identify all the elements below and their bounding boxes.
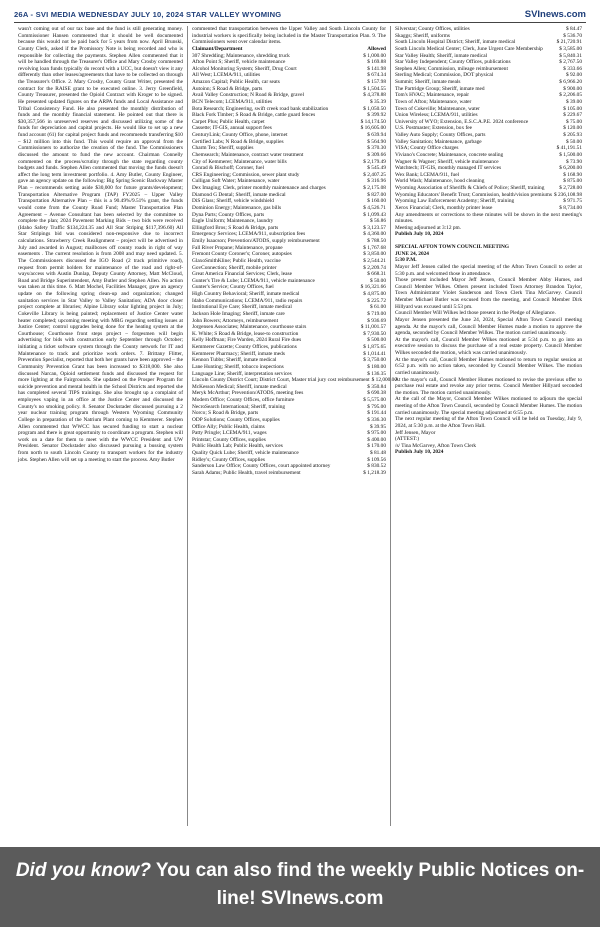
amount: $ 16,605.00 xyxy=(360,125,386,132)
amount: $ 795.00 xyxy=(367,403,386,410)
claimant: NecroSearch International; Sheriff, training xyxy=(191,403,286,410)
signature-line: /s/ Tina McGarvey, Afton Town Clerk xyxy=(394,442,477,449)
promo-line-2[interactable]: line! SVInews.com xyxy=(216,888,384,909)
amount: $ 827.00 xyxy=(367,191,386,198)
amount: $ 6,200.00 xyxy=(559,165,582,172)
claimant: Tom's HVAC; Maintenance, repair xyxy=(394,92,470,99)
claimant: Alcohol Monitoring System; Sheriff, Drug Court xyxy=(191,65,297,72)
amount: $ 564.90 xyxy=(367,138,386,145)
claim-row xyxy=(395,39,582,46)
claimant: Watchtech; IT-GIS, monthly managed IT services xyxy=(394,165,502,172)
amount: $ 3,850.00 xyxy=(363,251,386,258)
promo-line-1 xyxy=(0,859,600,883)
claimant: All West; LCEMA/911, utilities xyxy=(191,72,261,79)
amount: $ 39.95 xyxy=(369,423,386,430)
claimant: McKesson Medical; Sheriff, inmate medical xyxy=(191,383,287,390)
amount: $ 169.88 xyxy=(367,59,386,66)
minutes-paragraph: wasn't coming out of our tax base and the fund is still generating money. Commissioner Hansen commented that it should be well documented because this would not be paid back for 5 years from now. April Brunski, County Clerk, asked if the Promissory Note is being recorded and who is responsible for collecting the payments. Stephen Allen commented that it will be handled through the Treasurer's Office and Mary Crosby commented revolving loan funds typically do record with a UCC, but doesn't view it any differently than other leases/agreements that have to be collected on through the Treasurer's Office. 2. Mary Crosby, County Grant Writer, presented the contract for the RAISE grant to be executed online. 3. Jerry Greenfield, County Treasurer, presented the Opioid Contract with Kroger to be signed. He presented updated figures on the ARPA funds and Local Assistance and Tribal Consistency Fund. He also presented the monthly distribution of funds and the monthly financial statement. He pointed out that there is $30,357,566 in unreserved reserves and discussed utilizing some of the funds for depreciation and capital projects. He would like to set up a new fund account (61) for capital project funds and recommends transferring $10 – $12 million into this fund. This would require an approval from the Commissioners to authorize the creation of the fund. The Commissioners discussed the amount to fund the new account. Chairman Connelly commented on the process/scrutiny through the state regarding county budgets and funds. Stephen Allen commented that moving the funds doesn't affect the long term investment portfolio. 4. Amy Butler, County Engineer, gave an agency update on the following: Big Spring Scenic Backway Master Plan – recommends setting aside $30,000 for future grants/development; Transportation Alternative Program (TAP) FY2025 – Upper Valley Transportation Alternative Plan – this is a 90.49%/9.51% grant, the funds would come from the County Road Fund; Master Transportation Plan Agreement – Avenue Consultant has been selected by the committee to complete the plan; 2024 Pavement Marking Bids – two bids were received (Idaho Safety Traffic $134,224.35 and All Star Striping $117,396.60) All Star Stripings bid was considered non-responsive due to incorrect calculations. Strawberry Creek Realignment – project will be advertised in July and awarded in August; mailboxes off county roads in right of way easements . The current resolution is from 2008 and may need updated. 5. The Commissioners discussed the IGO Road (2 track primitive road), request from permit holders for maintenance of the road and right-of-ways/access with Austin Dunlap, Deputy County Attorney, Matt McCloud, Road and Bridge Superintendent, Amy Butler and Stephen Allen. No action was taken at this time. 6. Matt Mochel, Facilities Manager, gave an agency update on the following spring clean-up and organization; changed sanitation services in Star Valley to Valley Sanitation; ADA door closer project complete at libraries; Alpine Library solar lighting project in July; Cokeville Library is being painted; replacement of Justice Center water heater completed; upcoming meeting with MRG regarding settling issues at Justice Center; control upgrades being done for the heating system at the Courthouse; Courthouse front steps project – forgesmen will begin advertising for bids with construction early September through October; initiating a ticket software system through the County network for IT and Maintenance to track and prioritize work orders. 7. Brittany Flitter, Prevention Specialist, reported that both her grants have been approved – the Community Prevention Grant has been increased to $318,000. She also discussed Narcan, Opioid settlement funds and discussed the request for more lighting at the Fairgrounds. She updated on the Prosper Program for suicide prevention and mental health in the School Districts and reported she has completed several TIPS trainings. She also brought up a complaint of employees vaping in an office at the Justice Center and discussed the County's no smoking policy. 8. Senator Dockstader discussed pursuing a 2 year nuclear training program through Western Wyoming Community College in preparation of the Natrium Plant coming to Kemmerer. Stephen Allen commented that WWCC has secured funding to start a nuclear program and there is great opportunity to coordinate a program. Stephen will work on a date for them to meet with the WWCC President and UW President. Senator Dockstader also discussed pursuing a bussing system from north to south Lincoln County to transport workers for the industry jobs. Stephen Allen will set up a meeting to start the process. Amy Butler xyxy=(18,26,183,463)
claim-row xyxy=(192,59,386,66)
claimant: Meryk McArthur; Prevention/ATODS, meeting fees xyxy=(191,390,304,397)
claimant: Lincoln County District Court; District Court, Master trial jury cost reimbursement xyxy=(191,377,370,384)
amount: $ 12,000.00 xyxy=(371,377,398,384)
claimant: Printstar; County Offices, supplies xyxy=(191,436,266,443)
claim-row xyxy=(192,470,386,477)
amount: $ 39.00 xyxy=(565,98,582,105)
claimant: Ellingford Bros; S Road & Bridge, parts xyxy=(191,224,279,231)
claim-row xyxy=(192,66,386,73)
col2-intro: commented that transportation between the Upper Valley and South Lincoln County for industrial workers is specifically being included in the Master Transportation Plan. 9. The Commissioners went over calendar items. xyxy=(191,26,386,46)
amount: $ 205.93 xyxy=(563,132,582,138)
amount: $ 3,750.00 xyxy=(363,357,386,364)
amount: $ 936.69 xyxy=(367,317,386,324)
amount: $ 309.66 xyxy=(367,151,386,158)
claim-row xyxy=(395,125,582,132)
claimant: Emily Isaacson; Prevention/ATODS, supply reimbursement xyxy=(191,238,320,244)
claim-row xyxy=(192,318,386,325)
claim-row xyxy=(192,231,386,238)
amount: $ 157.98 xyxy=(367,79,386,85)
closing-paragraph: Meeting adjourned at 3:12 pm. xyxy=(394,224,462,231)
claim-row xyxy=(192,132,386,139)
special-meeting-paragraph: Those present included Mayor Jeff Jensen, Council Member Abby Humes, and Council Member Wilkes. Others present included Town Attorney Brandon Taylor, Town Administrator Violet Sanderson and Town Clerk Tina McGarvey. Council Member Michael Butler was excused from the meeting, and Council Member Dirk Hillyard was excused until 5:53 pm. xyxy=(394,277,582,310)
amount: $ 1,504.55 xyxy=(363,85,386,92)
amount: $ 4,360.00 xyxy=(363,231,386,238)
special-meeting-title: SPECIAL AFTON TOWN COUNCIL MEETING xyxy=(394,244,510,250)
amount: $ 136.35 xyxy=(367,370,386,377)
amount: $ 690.38 xyxy=(367,390,386,397)
claimant: South Lincoln Hospital District; Sheriff, inmate medical xyxy=(394,39,516,46)
claimant: Wyoming Association of Sheriffs & Chiefs of Police; Sheriff, training xyxy=(394,185,545,191)
claimant: Great America Financial Services; Clerk, lease xyxy=(191,271,292,278)
claim-row xyxy=(395,172,582,179)
amount: $ 21,720.91 xyxy=(556,39,582,46)
claims-header-name: Claimant/Department xyxy=(191,45,243,52)
claimant: Star Valley Health; Sheriff, inmate medical xyxy=(394,52,488,59)
claim-row xyxy=(192,258,386,265)
claimant: Dyna Parts; County Offices, parts xyxy=(191,211,265,218)
closing-paragraph: Any amendments or corrections to these minutes will be shown in the next meeting's minutes. xyxy=(394,211,582,225)
claimant: Jackson Hole Imaging; Sheriff, inmate care xyxy=(191,310,285,317)
claimant: Sanderson Law Office; County Offices, court appointed attorney xyxy=(191,463,331,470)
amount: $ 400.00 xyxy=(367,436,386,443)
claimant: Silverstar; County Offices, utilities xyxy=(394,26,470,32)
amount: $ 35.39 xyxy=(369,98,386,105)
claim-row xyxy=(192,99,386,106)
claim-row xyxy=(192,443,386,450)
publish-date-2: Publish July 10, 2024 xyxy=(394,449,444,456)
claim-row xyxy=(395,92,582,99)
claimant: Carpet Plus; Public Health, carpet xyxy=(191,118,265,125)
amount: $ 1,767.68 xyxy=(363,244,386,251)
claimant: Skaggs; Sheriff, uniforms xyxy=(394,32,450,39)
claim-row xyxy=(192,450,386,457)
amount: $ 81.48 xyxy=(369,450,386,456)
claim-row xyxy=(395,72,582,79)
amount: $ 8,734.00 xyxy=(559,204,582,211)
claim-row xyxy=(192,337,386,344)
claim-row xyxy=(192,86,386,93)
amount: $ 3,123.57 xyxy=(363,224,386,231)
amount: $ 14,174.50 xyxy=(360,118,386,125)
claimant: Stephen Allen; Commission, mileage reimbursement xyxy=(394,65,508,72)
claimant: Wyoming Educators' Benefit Trust; Commission, health/vision premiums xyxy=(394,191,552,198)
promo-banner xyxy=(0,847,600,927)
claimant: Xerox Financial; Clerk, monthly printer lease xyxy=(394,204,493,211)
claimant: Language Line; Sheriff, interpretation services xyxy=(191,370,292,377)
claim-row xyxy=(192,311,386,318)
claim-row xyxy=(192,238,386,245)
amount: $ 1,218.39 xyxy=(363,469,386,476)
claim-row xyxy=(192,397,386,404)
claimant: U.S. Postmaster; Extension, box fee xyxy=(394,125,473,132)
claimant: GovConnection; Sheriff, mobile printer xyxy=(191,264,277,271)
claimant: Norco; S Road & Bridge, parts xyxy=(191,410,259,417)
amount: $ 1,014.41 xyxy=(363,350,386,357)
columns xyxy=(14,26,586,826)
amount: $ 2,175.08 xyxy=(363,185,386,191)
special-meeting-paragraph: At the mayor's call, Council Member Humes motioned to revise the previous offer to purchase real estate and revoke any prior terms. Council Member Hillyard seconded the motion. The motion carried unanimously. xyxy=(394,376,582,396)
claim-row xyxy=(395,145,582,152)
amount: $ 5,840.31 xyxy=(559,52,582,59)
special-meeting-time: 5:30 P.M. xyxy=(394,257,417,264)
claimant: Sterling Medical; Commission, DOT physical xyxy=(394,72,494,79)
amount: $ 900.00 xyxy=(563,85,582,92)
claimant: Amazon Capital; Public Health, car seats xyxy=(191,79,280,85)
amount: $ 1,500.00 xyxy=(559,151,582,158)
claim-row xyxy=(192,371,386,378)
amount: $ 500.00 xyxy=(367,337,386,344)
amount: $ 545.49 xyxy=(367,165,386,172)
amount: $ 2,407.25 xyxy=(363,171,386,178)
claim-row xyxy=(192,251,386,258)
claimant: Conrad & Bischoff; Coroner, fuel xyxy=(191,165,264,172)
claimant: The Partridge Group; Sheriff, inmate med xyxy=(394,85,485,92)
amount: $ 3,585.00 xyxy=(559,45,582,52)
claimant: Office Ally; Public Health, claims xyxy=(191,423,265,430)
claim-row xyxy=(192,218,386,225)
signatures xyxy=(395,430,582,450)
amount: $ 2,206.05 xyxy=(559,92,582,99)
claimant: Summit; Sheriff, inmate meals xyxy=(394,79,461,85)
amount: $ 336.30 xyxy=(367,416,386,423)
publish-date-1: Publish July 10, 2024 xyxy=(394,231,444,238)
claimant: Charm Tex; Sheriff, supplies xyxy=(191,145,254,152)
claim-row xyxy=(395,86,582,93)
amount: $ 370.30 xyxy=(367,145,386,152)
claimant: City of Kemmerer; Maintenance, water bills xyxy=(191,158,287,165)
claim-row xyxy=(192,410,386,417)
claim-row xyxy=(192,245,386,252)
claim-row xyxy=(192,198,386,205)
claimant: Lane Hunting; Sheriff, tobacco inspections xyxy=(191,363,284,370)
special-meeting-paragraph: At the call of the Mayor, Council Member Wilkes motioned to adjourn the special meeting of the Afton Town Council, seconded by Council Member Humes. The motion carried unanimously. The special meeting adjourned at 6:55 p.m. xyxy=(394,396,582,416)
claimant: Institutional Eye Care; Sheriff, inmate medical xyxy=(191,304,292,311)
claimant: South Lincoln Medical Center; Clerk, June Urgent Care Membership xyxy=(394,45,543,52)
claimant: Idaho Communications; LCEMA/911, radio repairs xyxy=(191,297,303,304)
claim-row xyxy=(191,377,398,384)
claimant: CRS Engineering; Commission, sewer plant study xyxy=(191,171,300,178)
amount: $ 536.70 xyxy=(563,32,582,39)
claim-row xyxy=(192,291,386,298)
amount: $ 5,575.00 xyxy=(363,397,386,403)
claimant: Diamond G Dental; Sheriff, inmate medical xyxy=(191,191,286,198)
amount: $ 84.47 xyxy=(565,26,582,32)
amount: $ 316.96 xyxy=(367,178,386,185)
amount: $ 50.00 xyxy=(369,277,386,284)
special-meeting-paragraph: Council Member Will Wilkes led those present in the Pledge of Allegiance. xyxy=(394,310,556,317)
claim-row xyxy=(395,178,582,185)
amount: $ 674.34 xyxy=(367,72,386,79)
claimant: Black Fork Timber; S Road & Bridge, cattle guard fences xyxy=(191,112,316,119)
claim-row xyxy=(192,145,386,152)
claim-row xyxy=(192,92,386,99)
claimant: Culligan Soft Water; Maintenance, water xyxy=(191,178,280,185)
amount: $ 191.44 xyxy=(367,410,386,417)
claim-row xyxy=(192,178,386,185)
claim-row xyxy=(192,265,386,272)
claim-row xyxy=(395,59,582,66)
claimant: Cassette; IT-GIS, annual support fees xyxy=(191,125,272,132)
claimant: Kennon Tubbs; Sheriff, inmate medical xyxy=(191,357,277,364)
amount: $ 399.92 xyxy=(367,112,386,119)
claimant: John Bowers; Attorneys, reimbursement xyxy=(191,317,279,324)
claimant: Chemsearch; Maintenance, contract water treatment xyxy=(191,151,304,158)
amount: $ 92.00 xyxy=(565,72,582,79)
amount: $ 2,544.21 xyxy=(363,257,386,264)
claimant: Jorgensen Associates; Maintenance, courthouse stairs xyxy=(191,324,307,331)
claim-row xyxy=(395,79,582,86)
claim-row xyxy=(192,430,386,437)
claim-row xyxy=(192,271,386,278)
amount: $ 1,000.00 xyxy=(363,52,386,59)
special-meeting-paragraph: At the mayor's call, Council Member Wilkes motioned at 5:34 p.m. to go into an executive session to discuss the purchase of a real estate property. Council Member Wilkes seconded the motion, which was carried unanimously. xyxy=(394,336,582,356)
claimant: VISA; County Office charges xyxy=(394,145,459,152)
amount: $ 73.90 xyxy=(565,158,582,165)
amount: $ 56.86 xyxy=(369,218,386,225)
amount: $ 668.31 xyxy=(367,271,386,278)
special-meeting-paragraph: At the mayor's call, Council Member Humes motioned to return to regular session at 6:52 p.m. with no action taken, seconded by Council Member Wilkes. The motion carried unanimously. xyxy=(394,356,582,376)
claimant: CenturyLink; County Office, phone, internet xyxy=(191,132,288,138)
claim-row xyxy=(192,304,386,311)
claim-row xyxy=(192,125,386,132)
amount: $ 2,728.00 xyxy=(559,185,582,191)
claimant: Eagle Uniform; Maintenance, laundry xyxy=(191,218,274,225)
claimant: Union Wireless; LCEMA/911, utilities xyxy=(394,112,478,119)
claimant: University of WYO; Extension, E.S.C.A.P.E. 2024 conference xyxy=(394,118,529,125)
claim-row xyxy=(192,390,386,397)
amount: $ 105.00 xyxy=(563,105,582,112)
claimant: Patty Pringle; LCEMA/911, wages xyxy=(191,430,267,437)
claim-row xyxy=(395,198,582,205)
special-meeting-paragraph: Mayor Jeff Jensen called the special meeting of the Afton Town Council to order at 5:30 p.m. and welcomed those in attendance. xyxy=(394,263,582,277)
claim-row xyxy=(395,99,582,106)
claim-row xyxy=(192,357,386,364)
claimant: Fall River Propane; Maintenance, propane xyxy=(191,244,283,251)
amount: $ 975.00 xyxy=(367,430,386,437)
claimant: High Country Behavioral; Sheriff, inmate medical xyxy=(191,291,300,297)
claim-row xyxy=(395,159,582,166)
amount: $ 1,050.50 xyxy=(363,105,386,112)
claimant: Afton Point S; Sheriff, vehicle maintenance xyxy=(191,59,286,66)
claim-row xyxy=(192,284,386,291)
claim-row xyxy=(395,66,582,73)
claimant: Dominion Energy; Maintenance, gas bills xyxy=(191,204,282,211)
claimant: Wyoming Law Enforcement Academy; Sheriff, training xyxy=(394,198,515,205)
claimant: K. White; S Road & Bridge, lease-to construction xyxy=(191,330,299,337)
column-3 xyxy=(390,26,586,826)
amount: $ 180.00 xyxy=(367,363,386,370)
signature-line: Jeff Jensen, Mayor xyxy=(394,429,436,436)
claimant: Town of Cokeville; Maintenance, water xyxy=(394,105,480,112)
amount: $ 830.52 xyxy=(367,463,386,470)
amount: $ 168.90 xyxy=(563,171,582,178)
claimant: 307 Shredding; Maintenance, shredding truck xyxy=(191,52,290,59)
amount: $ 1,099.43 xyxy=(363,211,386,218)
amount: $ 11,001.57 xyxy=(360,324,386,331)
claim-row xyxy=(192,324,386,331)
claimant: Public Health Lab; Public Health, services xyxy=(191,443,283,450)
amount: $ 7,930.50 xyxy=(363,330,386,337)
claim-row xyxy=(192,72,386,79)
amount: $ 875.00 xyxy=(563,178,582,185)
amount: $ 160.00 xyxy=(367,198,386,205)
claim-row xyxy=(395,165,582,172)
claims-header-amount: Allowed xyxy=(367,45,386,52)
claimant: Valley Auto Supply; County Offices, parts xyxy=(394,132,486,138)
claim-row xyxy=(395,205,582,212)
claimant: DiS Glass; Sheriff, vehicle windshield xyxy=(191,198,274,205)
claim-row xyxy=(192,112,386,119)
amount: $ 2,179.49 xyxy=(363,158,386,165)
claimant: Autoinn; S Road & Bridge, parts xyxy=(191,85,263,92)
amount: $ 639.94 xyxy=(367,132,386,138)
claim-row xyxy=(192,79,386,86)
amount: $ 971.75 xyxy=(563,198,582,205)
amount: $ 1,875.65 xyxy=(363,344,386,350)
claim-row xyxy=(192,463,386,470)
claim-row xyxy=(395,26,582,33)
special-meeting-paragraph: Mayor Jensen presented the June 24, 2024, Special Afton Town Council meeting agenda. At the mayor's call, Council Member Humes made a motion to approve the agenda, seconded by Council Member Wilkes. The motion carried unanimously. xyxy=(394,316,582,337)
minutes-closing xyxy=(395,212,582,232)
amount: $ 4,378.88 xyxy=(363,92,386,99)
claim-row xyxy=(192,185,386,192)
header-dateline: 26A - SVI MEDIA WEDNESDAY JULY 10, 2024 STAR VALLEY WYOMING xyxy=(14,9,282,19)
claimant: World Wash; Maintenance, hood cleaning xyxy=(394,178,485,185)
claimant: Modern Office; County Offices, office furniture xyxy=(191,397,295,403)
claim-row xyxy=(192,417,386,424)
amount: $ 236,108.98 xyxy=(553,191,582,198)
amount: $ 6,966.20 xyxy=(559,79,582,85)
amount: $ 75.00 xyxy=(565,118,582,125)
special-meeting-paragraph: The next regular meeting of the Afton Town Council will be held on Tuesday, July 9, 2024, at 5:30 p.m. at the Afton Town Hall. xyxy=(394,416,582,429)
claim-row xyxy=(395,152,582,159)
claim-row xyxy=(192,205,386,212)
amount: $ 2,767.50 xyxy=(559,59,582,66)
claimant: Viviano's Concrete; Maintenance, concrete sealing xyxy=(394,151,504,158)
amount: $ 225.72 xyxy=(367,297,386,304)
claimant: Fremont County Coroner's; Coroner, autopsies xyxy=(191,251,292,258)
amount: $ 4,875.00 xyxy=(363,291,386,297)
claim-row xyxy=(192,165,386,172)
column-1 xyxy=(14,26,187,826)
header-site-name: SVInews.com xyxy=(524,8,586,20)
claimant: Kemmerer Pharmacy; Sheriff, inmate meds xyxy=(191,350,285,357)
claim-row xyxy=(192,344,386,351)
claim-row xyxy=(395,132,582,139)
claim-row xyxy=(395,46,582,53)
claim-row xyxy=(192,424,386,431)
amount: $ 50.00 xyxy=(565,138,582,145)
claim-row xyxy=(192,152,386,159)
claimant: Sarah Adams; Public Health, travel reimbursement xyxy=(191,469,301,476)
claims-list xyxy=(191,52,398,477)
amount: $ 61.00 xyxy=(369,304,386,311)
claimant: Dex Imaging; Clerk, printer monthly maintenance and charges xyxy=(191,185,326,191)
claimant: Quality Quick Lube; Sheriff, vehicle maintenance xyxy=(191,450,299,456)
claimant: Gunter's Service; County Offices, fuel xyxy=(191,284,274,291)
claimant: Wex Bank; LCEMA/911, fuel xyxy=(394,171,460,178)
claimant: Gunter's Tire & Lube; LCEMA/911, vehicle maintenance xyxy=(191,277,315,284)
claimant: Wagner & Wagner; Sheriff, vehicle maintenance xyxy=(394,158,499,165)
claimant: Town of Afton; Maintenance, water xyxy=(394,98,472,105)
amount: $ 350.84 xyxy=(367,383,386,390)
promo-line-1-rest: You can also find the weekly Public Notices on- xyxy=(150,860,585,881)
amount: $ 719.00 xyxy=(367,310,386,317)
amount: $ 109.56 xyxy=(367,456,386,463)
amount: $ 41,191.51 xyxy=(556,145,582,152)
claim-row xyxy=(395,106,582,113)
claim-row xyxy=(192,364,386,371)
amount: $ 120.00 xyxy=(563,125,582,132)
claims-list-continued xyxy=(395,26,582,212)
amount: $ 16,321.66 xyxy=(360,284,386,291)
claim-row xyxy=(192,437,386,444)
column-2 xyxy=(187,26,398,826)
signature-line: (ATTEST:) xyxy=(394,436,420,443)
claimant: Avail Valley Construction; N Road & Bridge, gravel xyxy=(191,92,304,99)
page-header xyxy=(14,6,586,23)
special-meeting-body xyxy=(395,264,582,430)
amount: $ 788.50 xyxy=(367,238,386,244)
claimant: Kemmerer Gazette; County Offices, publications xyxy=(191,344,297,350)
amount: $ 4,526.71 xyxy=(363,204,386,211)
claimant: BCN Telecom; LCEMA/911, utilities xyxy=(191,98,273,105)
claim-row xyxy=(192,404,386,411)
claims-header xyxy=(192,46,386,53)
amount: $ 2,209.74 xyxy=(363,264,386,271)
claimant: Bota Research; Engineering, swift creek road bank stabilization xyxy=(191,105,329,112)
claim-row xyxy=(395,112,582,119)
claimant: Star Valley Independent; County Offices, publications xyxy=(394,59,511,66)
amount: $ 170.00 xyxy=(367,443,386,450)
amount: $ 141.98 xyxy=(367,65,386,72)
claimant: Kelly Hoffman; Fire Warden, 2024 Rural Fire dues xyxy=(191,337,302,344)
claimant: ODP Solutions; County Offices, supplies xyxy=(191,416,280,423)
claimant: Ridley's; County Offices, supplies xyxy=(191,456,265,463)
special-meeting-date: JUNE 24, 2024 xyxy=(394,250,429,257)
amount: $ 333.66 xyxy=(563,65,582,72)
amount: $ 229.67 xyxy=(563,112,582,119)
claimant: GlaxoSmithKline; Public Health, vaccine xyxy=(191,257,281,264)
claimant: Valley Sanitation; Maintenance, garbage xyxy=(394,138,482,145)
claimant: Certified Labs; N Road & Bridge, supplies xyxy=(191,138,284,145)
promo-lead: Did you know? xyxy=(15,860,151,881)
claimant: Emergency Services; LCEMA/911, subscription fees xyxy=(191,231,306,238)
claim-row xyxy=(395,185,582,192)
